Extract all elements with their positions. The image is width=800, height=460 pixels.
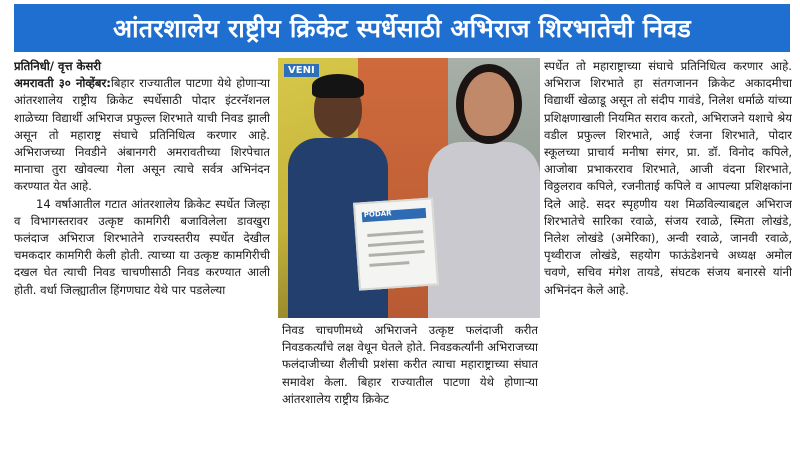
article-paragraph: 14 वर्षाआतील गटात आंतरशालेय क्रिकेट स्पर्धेत जिल्हा व विभागस्तरावर उत्कृष्ट कामगिरी बजाविलेला डावखुरा फलंदाज अभिराज शिरभातेने राज्यस्तरीय स्पर्धेत देखील चमकदार कामगिरी केली होती. त्याच्या या उत्कृष्ट कामगिरीची दखल घेत त्याची निवड चाचणीसाठी निवड करण्यात आली होती. वर्धा जिल्ह्यातील हिंगणघाट येथे पार पडलेल्या — [14, 196, 270, 297]
principal-head — [464, 72, 514, 136]
article-paragraph: निवड चाचणीमध्ये अभिराजने उत्कृष्ट फलंदाजी करीत निवडकर्त्यांचे लक्ष वेधून घेतले होते. निवडकर्त्यांनी अभिराजच्या फलंदाजीच्या शैलीची प्रशंसा करीत त्याचा महाराष्ट्राच्या संघात समावेश केला. बिहार राज्यातील पाटणा येथे होणाऱ्या आंतरशालेय राष्ट्रीय क्रिकेट — [282, 323, 538, 406]
article-column-right — [544, 58, 792, 458]
certificate-line — [367, 230, 423, 237]
news-photo — [278, 58, 540, 318]
article-column-left — [14, 58, 270, 458]
principal-figure — [428, 142, 540, 318]
certificate-line — [369, 250, 425, 257]
certificate — [353, 197, 439, 290]
certificate-line — [368, 240, 424, 247]
byline: प्रतिनिधी/ वृत्त केसरी — [14, 59, 102, 73]
article-paragraph: स्पर्धेत तो महाराष्ट्राच्या संघाचे प्रतिनिधित्व करणार आहे. अभिराज शिरभाते हा संतगजानन क्रिकेट अकादमीचा विद्यार्थी खेळाडू असून तो संदीप गावंडे, निलेश धर्माळे यांच्या प्रशिक्षणाखाली नियमित सराव करतो, अभिराजने यशाचे श्रेय वडील प्रफुल्ल शिरभाते, आई रंजना शिरभाते, पोदार स्कूलच्या प्राचार्य मनीषा संगर, प्रा. डॉ. विनोद कपिले, आजोबा प्रभाकरराव शिरभाते, आजी वंदना शिरभाते, विठ्ठलराव कपिले, रजनीताई कपिले व आपल्या प्रशिक्षकांना दिले आहे. सदर स्पृहणीय यश मिळविल्याबद्दल अभिराज शिरभातेचे सारिका रवाळे, संजय रवाळे, स्मिता लोखंडे, निलेश लोखंडे (अमेरिका), अन्वी रवाळे, जानवी रवाळे, पृथ्वीराज लोखंडे, सहयोग फाऊंडेशनचे अध्यक्ष अमोल चवणे, सचिव मंगेश तायडे, संघटक संजय बनारसे यांनी अभिनंदन केले आहे. — [544, 59, 792, 297]
headline-banner — [14, 4, 790, 52]
certificate-label: PODAR — [363, 209, 392, 220]
dateline: अमरावती ३० नोव्हेंबर: — [14, 76, 111, 91]
student-hair — [312, 74, 364, 98]
article-column-middle — [282, 322, 538, 456]
photo-banner-text: VENI — [284, 64, 319, 77]
headline-text: आंतरशालेय राष्ट्रीय क्रिकेट स्पर्धेसाठी अभिराज शिरभातेची निवड — [113, 14, 691, 43]
paragraph-text: बिहार राज्यातील पाटणा येथे होणाऱ्या आंतरशालेय राष्ट्रीय क्रिकेट स्पर्धेसाठी पोदार इंटरनॅशनल शाळेच्या विद्यार्थी अभिराज प्रफुल्ल शिरभाते याची निवड झाली असून तो महाराष्ट्र संघाचे प्रतिनिधित्व करणार आहे. अभिराजच्या निवडीने अंबानगरी अमरावतीच्या शिरपेचात मानाचा तुरा खोवल्या गेला असून त्याचे सर्वत्र अभिनंदन करण्यात येत आहे. — [14, 76, 270, 194]
article-paragraph — [14, 75, 270, 195]
certificate-line — [369, 261, 409, 267]
